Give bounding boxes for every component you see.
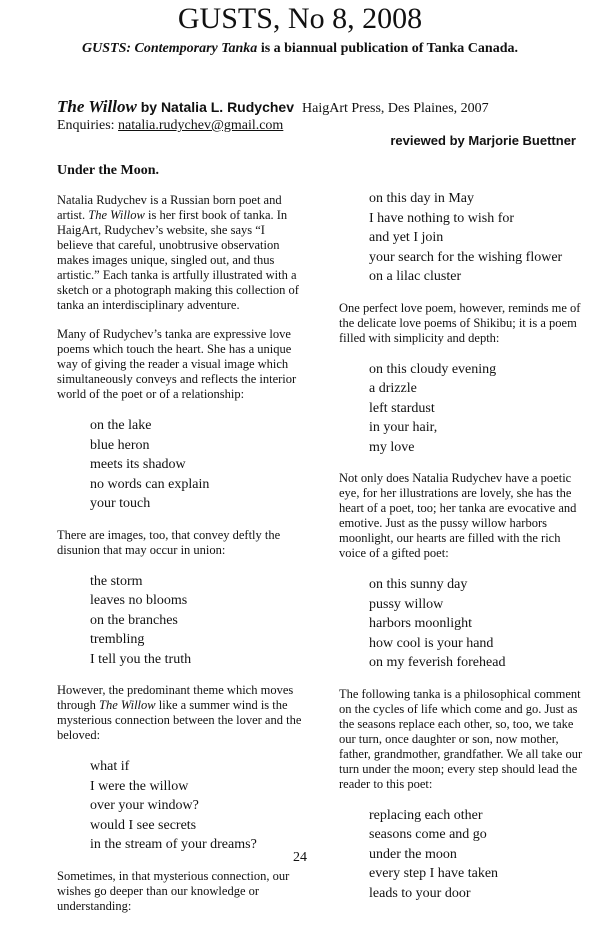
poem-line: on my feverish forehead [369, 655, 506, 670]
poem-line: and yet I join [369, 230, 444, 245]
poem-line: your touch [90, 496, 151, 511]
poem-line: leads to your door [369, 885, 471, 901]
book-title-inline: The Willow [99, 698, 156, 712]
poem-line: on the lake [90, 418, 152, 433]
poem-line: your search for the wishing flower [369, 249, 563, 265]
poem-line: every step I have taken [369, 866, 499, 881]
poem-line: on this day in May [369, 191, 474, 206]
journal-subtitle [0, 40, 600, 58]
tanka-poem [339, 360, 587, 458]
poem-line: on a lilac cluster [369, 269, 462, 284]
paragraph: Not only does Natalia Rudychev have a poetic eye, for her illustrations are lovely, she has the heart of a poet, too; her tanka are evocative and emotive. Just as the pussy willow harbors moonlight, our hearts are filled with the rich voice of a gifted poet: [339, 471, 577, 560]
poem-line: what if [90, 759, 130, 774]
book-title: The Willow [57, 97, 137, 116]
poem-line: seasons come and go [369, 827, 487, 842]
poem-line: no words can explain [90, 476, 210, 492]
poem-line: over your window? [90, 798, 199, 813]
poem-line: the storm [90, 573, 143, 589]
poem-line: replacing each other [369, 807, 483, 823]
poem-line: blue heron [90, 437, 150, 453]
tanka-poem [339, 575, 587, 673]
tanka-poem [57, 757, 303, 855]
journal-title: GUSTS, No 8, 2008 [177, 2, 423, 35]
section-heading: Under the Moon. [57, 163, 160, 178]
book-author: by Natalia L. Rudychev [136, 99, 294, 115]
paragraph: There are images, too, that convey deftly the disunion that may occur in union: [57, 527, 281, 557]
paragraph: The following tanka is a philosophical comment on the cycles of life which come and go. Just as the seasons replace each other, so, too, we take our turn, once daughter or son, now mother, father, grandmother, grandfather. We all take our turn under the moon; every step should lead the reader to this poet: [339, 686, 583, 791]
reviewer-prefix: reviewed by [390, 133, 469, 148]
poem-line: in the stream of your dreams? [90, 837, 257, 852]
page-number: 24 [293, 850, 307, 865]
book-info-line [57, 97, 587, 117]
journal-name: GUSTS: Contemporary Tanka [82, 41, 258, 56]
poem-line: pussy willow [369, 596, 444, 612]
paragraph [57, 683, 303, 743]
poem-line: I have nothing to wish for [369, 210, 515, 226]
enquiries-email-link[interactable]: natalia.rudychev@gmail.com [118, 118, 284, 133]
paragraph-text: like a summer wind is the mysterious connection between the lover and the beloved: [57, 698, 302, 742]
enquiries-label: Enquiries: [57, 118, 119, 133]
paragraph: One perfect love poem, however, reminds me of the delicate love poems of Shikibu; it is a poem filled with simplicity and depth: [339, 300, 581, 345]
paragraph [57, 193, 303, 313]
poem-line: leaves no blooms [90, 593, 188, 608]
reviewer-name: Marjorie Buettner [468, 133, 576, 148]
poem-line: would I see secrets [90, 817, 197, 833]
reviewer-line [390, 133, 576, 148]
paragraph-text: However, the predominant theme which moves through [57, 683, 294, 712]
enquiries-line [57, 118, 283, 134]
poem-line: a drizzle [369, 381, 417, 396]
paragraph-text: is her first book of tanka. In HaigArt, Rudychev’s website, she says “I believe that careful, unobtrusive observation makes images unique, singled out, and thus artistic.” Each tanka is artfully illustrated with a sketch or a photograph making this collection of tanka an interdisciplinary adventure. [57, 208, 299, 312]
poem-line: left stardust [369, 400, 435, 416]
left-column [57, 193, 303, 928]
tanka-poem [57, 416, 303, 514]
poem-line: how cool is your hand [369, 635, 494, 651]
book-publisher: HaigArt Press, Des Plaines, 2007 [302, 101, 489, 116]
poem-line: I tell you the truth [90, 651, 192, 667]
poem-line: harbors moonlight [369, 616, 473, 631]
journal-description: is a biannual publication of Tanka Canada. [257, 41, 518, 56]
poem-line: in your hair, [369, 420, 438, 435]
poem-line: on this cloudy evening [369, 361, 497, 377]
paragraph: Sometimes, in that mysterious connection, our wishes go deeper than our knowledge or understanding: [57, 868, 290, 913]
tanka-poem [339, 189, 587, 287]
poem-line: under the moon [369, 846, 457, 862]
tanka-poem [57, 572, 303, 670]
paragraph: Many of Rudychev’s tanka are expressive love poems which touch the heart. She has a unique way of giving the reader a visual image which simultaneously conveys and reflects the interior world of the poet or of a relationship: [57, 327, 297, 401]
book-title-inline: The Willow [88, 208, 145, 222]
poem-line: on the branches [90, 612, 178, 628]
poem-line: my love [369, 439, 415, 455]
right-column [339, 189, 587, 917]
paragraph-text: Natalia Rudychev is a Russian born poet and artist. [57, 193, 282, 222]
poem-line: meets its shadow [90, 457, 186, 472]
poem-line: I were the willow [90, 778, 189, 794]
poem-line: on this sunny day [369, 577, 468, 592]
poem-line: trembling [90, 632, 145, 647]
